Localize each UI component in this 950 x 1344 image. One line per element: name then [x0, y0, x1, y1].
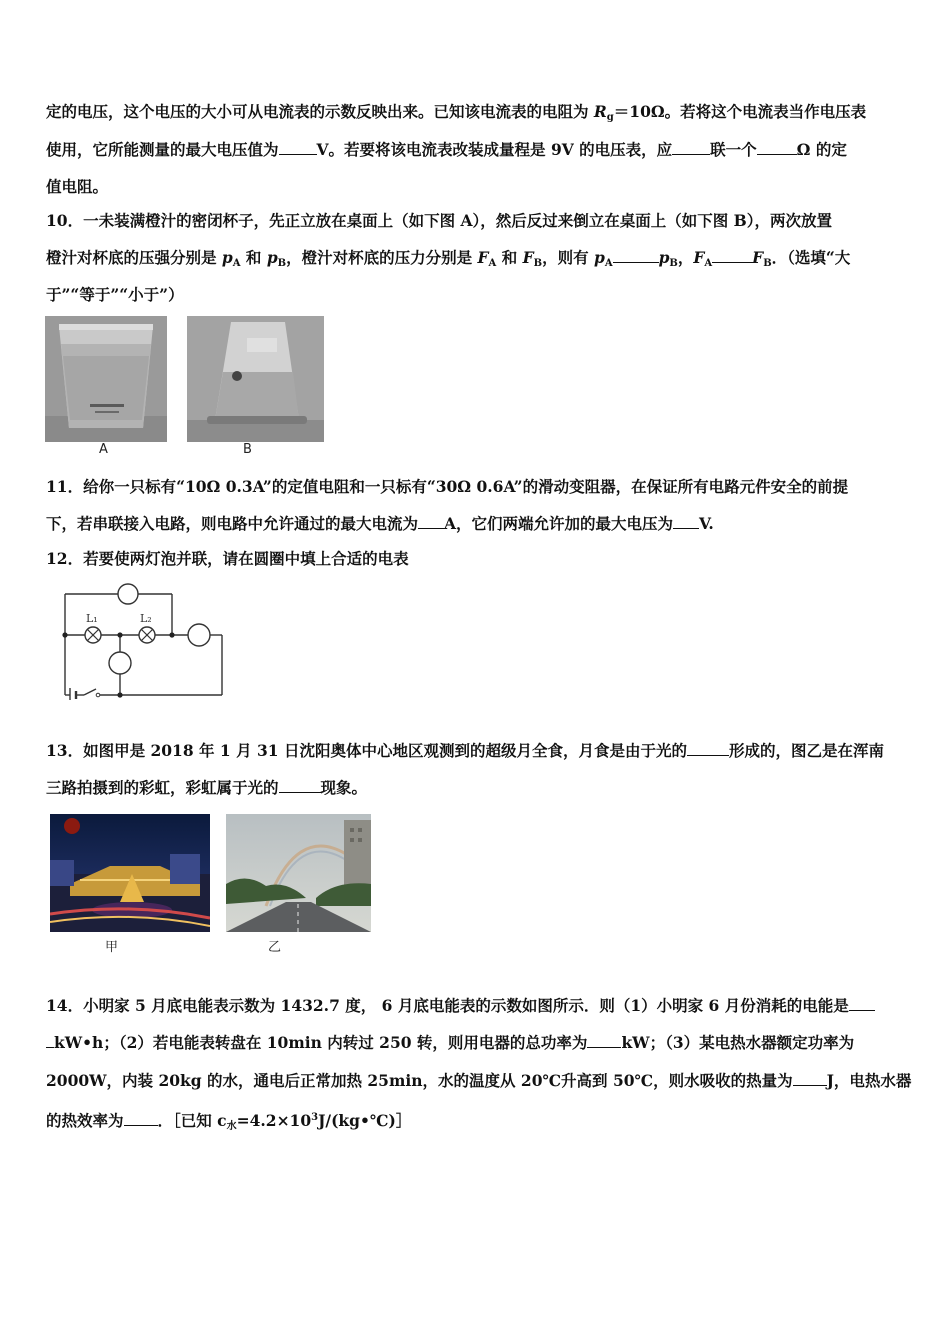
answer-blank[interactable]: [279, 778, 321, 793]
q13-text: 13．如图甲是 2018 年 1 月 31 日沈阳奥体中心地区观测到的超级月全食，月食是由于光的: [46, 741, 687, 760]
subscript: 水: [226, 1121, 237, 1132]
caption-jia: 甲: [105, 940, 119, 955]
q14-text: kW•h；（2）若电能表转盘在 10min 内转过 250 转，则用电器的总功率为: [54, 1033, 588, 1052]
q9-text: V。若要将该电流表改装成量程是 9V 的电压表，应: [316, 140, 673, 159]
q14-line-3: [46, 1070, 911, 1092]
subscript: A: [488, 258, 497, 269]
lamp-l2-icon: [139, 627, 155, 643]
lamp-l2-label: L₂: [140, 612, 152, 625]
answer-blank-continued[interactable]: [46, 1033, 54, 1048]
q11-line-1: [46, 476, 848, 498]
q14-text: 的热效率为: [46, 1111, 124, 1130]
pressure-a-symbol: p: [221, 248, 233, 267]
q11-text: 下，若串联接入电路，则电路中允许通过的最大电流为: [46, 514, 419, 533]
answer-blank[interactable]: [124, 1111, 158, 1126]
pressure-b-symbol: p: [658, 248, 670, 267]
q9-text: ＝10Ω。若将这个电流表当作电压表: [613, 102, 867, 121]
q13-line-1: [46, 740, 884, 762]
answer-blank[interactable]: [613, 248, 659, 263]
answer-blank[interactable]: [687, 741, 729, 756]
q9-text: 使用，它所能测量的最大电压值为: [46, 140, 279, 159]
force-b-symbol: F: [522, 248, 534, 267]
answer-blank[interactable]: [418, 514, 444, 529]
q14-text: ．［已知 c: [157, 1111, 227, 1130]
q9-text: 值电阻。: [46, 177, 109, 196]
q14-text: J/(kg•℃)］: [318, 1111, 412, 1130]
pressure-a-symbol: p: [593, 248, 605, 267]
q10-text: ．（选填“大: [771, 248, 851, 267]
meter-circle-center[interactable]: [109, 652, 131, 674]
lunar-eclipse-photo: [50, 814, 210, 932]
q10-text: ，橙汁对杯底的压力分别是: [286, 248, 478, 267]
answer-blank[interactable]: [279, 140, 317, 155]
answer-blank[interactable]: [793, 1071, 827, 1086]
caption-b: B: [243, 442, 252, 457]
q9-text: Ω 的定: [796, 140, 847, 159]
q13-text: 现象。: [320, 778, 368, 797]
subscript: A: [232, 258, 241, 269]
q10-text: 橙汁对杯底的压强分别是: [46, 248, 222, 267]
caption-yi: 乙: [268, 940, 282, 955]
cup-photo-a: [45, 316, 167, 442]
q9-line-2: [46, 139, 847, 161]
q9-text: 定的电压，这个电压的大小可从电流表的示数反映出来。已知该电流表的电阻为: [46, 102, 594, 121]
caption-a: A: [99, 442, 108, 457]
q13-line-2: [46, 777, 367, 799]
resistance-subscript: g: [606, 112, 614, 123]
q10-text: 于”“等于”“小于”）: [46, 285, 184, 304]
subscript: A: [604, 258, 613, 269]
force-a-symbol: F: [477, 248, 489, 267]
lamp-l1-label: L₁: [86, 612, 98, 625]
rainbow-photo: [226, 814, 371, 932]
q10-text: ，: [677, 248, 694, 267]
pressure-b-symbol: p: [266, 248, 278, 267]
q11-text: A，它们两端允许加的最大电压为: [444, 514, 674, 533]
q11-line-2: [46, 513, 714, 535]
q14-text: 2000W，内装 20kg 的水，通电后正常加热 25min，水的温度从 20℃升高到 50℃，则水吸收的热量为: [46, 1071, 793, 1090]
answer-blank[interactable]: [849, 996, 875, 1011]
answer-blank[interactable]: [673, 514, 699, 529]
q11-text: 11．给你一只标有“10Ω 0.3A”的定值电阻和一只标有“30Ω 0.6A”的滑动变阻器，在保证所有电路元件安全的前提: [46, 477, 849, 496]
q9-line-1: [46, 101, 866, 129]
q12-text: 12．若要使两灯泡并联，请在圆圈中填上合适的电表: [46, 549, 409, 568]
force-b-symbol: F: [752, 248, 764, 267]
answer-blank[interactable]: [712, 248, 752, 263]
lamp-l1-icon: [85, 627, 101, 643]
force-a-symbol: F: [693, 248, 705, 267]
q9-line-3: [46, 176, 108, 198]
q14-line-1: [46, 995, 875, 1017]
q10-text: 10．一未装满橙汁的密闭杯子，先正立放在桌面上（如下图 A），然后反过来倒立在桌面上（如下图 B），两次放置: [46, 211, 832, 230]
q12-line-1: [46, 548, 409, 570]
q13-text: 形成的，图乙是在浑南: [728, 741, 884, 760]
subscript: B: [533, 258, 543, 269]
q14-text: J，电热水器: [826, 1071, 912, 1090]
subscript: B: [277, 258, 287, 269]
circuit-diagram: [56, 578, 231, 700]
q9-text: 联一个: [710, 140, 757, 159]
q14-text: =4.2×10: [236, 1111, 312, 1130]
subscript: A: [704, 258, 713, 269]
q14-text: 14．小明家 5 月底电能表示数为 1432.7 度， 6 月底电能表的示数如图所示．则（1）小明家 6 月份消耗的电能是: [46, 996, 849, 1015]
q14-text: kW；（3）某电热水器额定功率为: [621, 1033, 855, 1052]
q10-line-3: [46, 284, 184, 306]
answer-blank[interactable]: [757, 140, 797, 155]
subscript: B: [669, 258, 678, 269]
cup-photo-b: [187, 316, 324, 442]
meter-circle-top[interactable]: [118, 584, 138, 604]
subscript: B: [763, 258, 772, 269]
q14-line-4: [46, 1107, 411, 1138]
q10-text: ，则有: [542, 248, 594, 267]
q13-text: 三路拍摄到的彩虹，彩虹属于光的: [46, 778, 279, 797]
q10-line-2: [46, 247, 850, 275]
resistance-symbol: R: [593, 102, 607, 121]
q11-text: V.: [699, 514, 714, 533]
q10-text: 和: [240, 248, 267, 267]
meter-circle-right[interactable]: [188, 624, 210, 646]
q14-line-2: [46, 1032, 854, 1054]
q10-line-1: [46, 210, 832, 232]
answer-blank[interactable]: [587, 1033, 621, 1048]
answer-blank[interactable]: [672, 140, 710, 155]
q10-text: 和: [496, 248, 523, 267]
superscript: 3: [311, 1112, 319, 1123]
